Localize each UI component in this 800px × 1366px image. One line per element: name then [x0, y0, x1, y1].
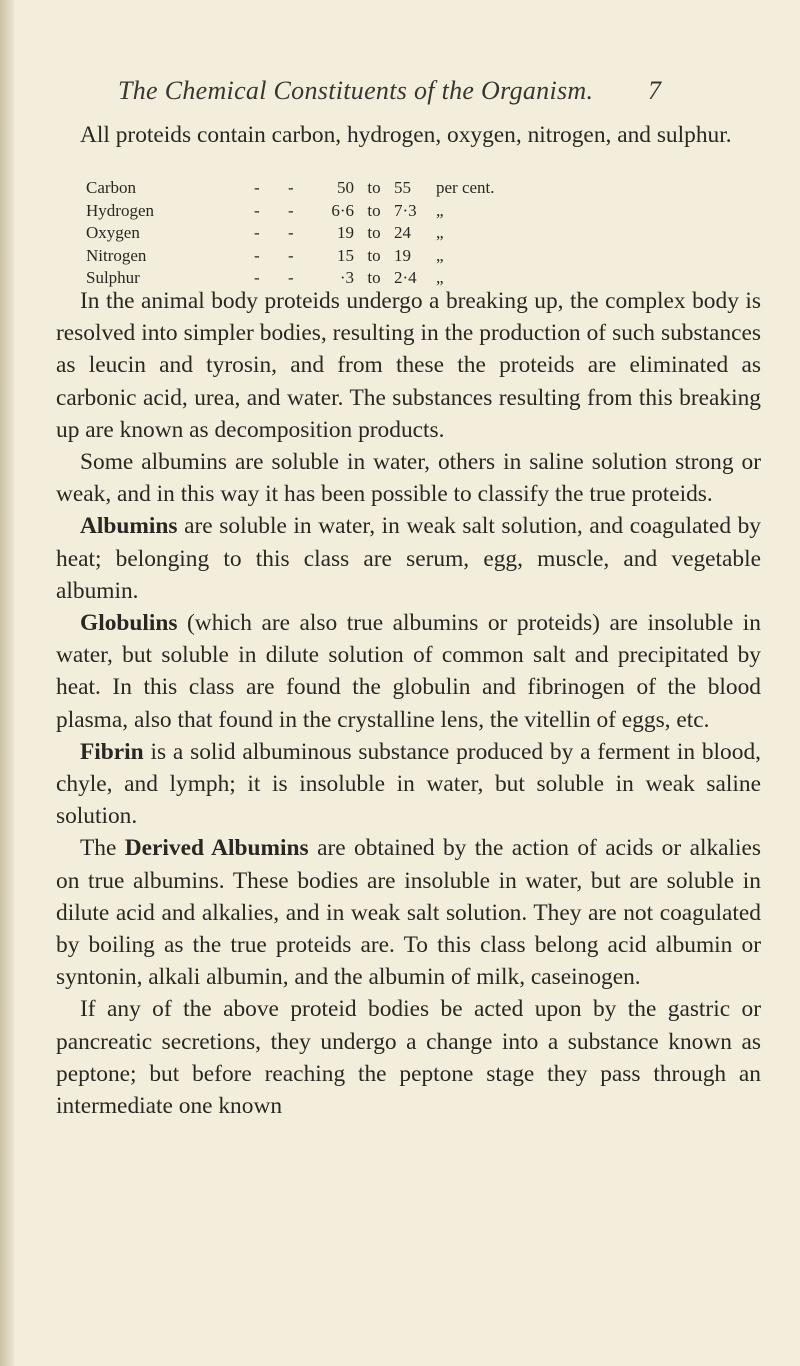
globulins-text: (which are also true albumins or proteids) are insoluble in water, but soluble in dilute solution of common salt and precipitated by heat. In this class are found the globulin and fibrinogen of the blood plasma, also that found in the crystalline lens, the vitellin of eggs, etc. — [56, 610, 761, 733]
range-high: 24 — [394, 223, 411, 243]
range-unit: „ — [436, 245, 444, 265]
leader-dash: - — [254, 268, 260, 288]
element-name: Nitrogen — [86, 245, 147, 265]
paragraph-peptone: If any of the above proteid bodies be acted upon by the gastric or pancreatic secretions, they undergo a change into a substance known as peptone; but before reaching the peptone stage they pass through an intermediate one known — [56, 996, 761, 1120]
table-row — [86, 177, 586, 200]
leader-dash: - — [254, 178, 260, 198]
derived-lead: The — [80, 835, 125, 862]
range-unit: „ — [436, 268, 444, 288]
term-derived-albumins: Derived Albumins — [124, 835, 309, 862]
paragraph-albumins — [56, 510, 761, 607]
term-fibrin: Fibrin — [80, 738, 144, 765]
range-high: 55 — [394, 178, 411, 198]
table-row — [86, 222, 586, 245]
leader-dash: - — [288, 200, 294, 220]
paragraph-globulins — [56, 607, 761, 736]
leader-dash: - — [254, 200, 260, 220]
leader-dash: - — [288, 223, 294, 243]
range-unit: „ — [436, 223, 444, 243]
fibrin-text: is a solid albuminous substance produced by a ferment in blood, chyle, and lymph; it is insoluble in water, but soluble in weak saline solution. — [56, 738, 761, 830]
paragraph-derived-albumins — [56, 832, 761, 993]
running-head: The Chemical Constituents of the Organism. — [118, 76, 594, 105]
leader-dash: - — [288, 178, 294, 198]
range-low: 6·6 — [331, 200, 354, 220]
range-high: 2·4 — [394, 268, 417, 288]
element-name: Oxygen — [86, 223, 140, 243]
range-unit: „ — [436, 200, 444, 220]
range-low: ·3 — [339, 268, 354, 288]
table-row — [86, 200, 586, 223]
albumins-text: are soluble in water, in weak salt solution, and coagulated by heat; belonging to this class are serum, egg, muscle, and vegetable albumin. — [56, 513, 761, 604]
range-to: to — [367, 245, 381, 265]
range-to: to — [367, 178, 381, 198]
range-high: 19 — [394, 245, 411, 265]
term-albumins: Albumins — [80, 513, 178, 540]
element-name: Carbon — [86, 178, 137, 198]
paragraph-classification: Some albumins are soluble in water, others in saline solution strong or weak, and in this way it has been possible to classify the true proteids. — [56, 449, 761, 508]
paragraph-decomposition: In the animal body proteids undergo a breaking up, the complex body is resolved into simpler bodies, resulting in the production of such substances as leucin and tyrosin, and from these the proteids are eliminated as carbonic acid, urea, and water. The substances resulting from this breaking up are known as decomposition products. — [56, 288, 761, 443]
range-high: 7·3 — [394, 200, 417, 220]
element-name: Hydrogen — [86, 200, 154, 220]
range-unit: per cent. — [436, 178, 495, 198]
leader-dash: - — [288, 245, 294, 265]
composition-table — [86, 177, 586, 290]
table-row — [86, 245, 586, 268]
range-low: 15 — [337, 245, 354, 265]
leader-dash: - — [254, 223, 260, 243]
range-low: 19 — [337, 223, 354, 243]
range-to: to — [367, 223, 381, 243]
paragraph-fibrin — [56, 736, 761, 833]
page-number: 7 — [648, 76, 661, 105]
leader-dash: - — [254, 245, 260, 265]
range-low: 50 — [337, 178, 354, 198]
term-globulins: Globulins — [80, 610, 178, 637]
leader-dash: - — [288, 268, 294, 288]
range-to: to — [367, 268, 381, 288]
main-text — [56, 285, 761, 1122]
element-name: Sulphur — [86, 268, 140, 288]
intro-text: All proteids contain carbon, hydrogen, oxygen, nitrogen, and sulphur. — [80, 122, 732, 148]
range-to: to — [367, 200, 381, 220]
intro-paragraph — [56, 119, 761, 151]
derived-albumins-text: are obtained by the action of acids or alkalies on true albumins. These bodies are insoluble in water, but are soluble in dilute acid and alkalies, and in weak salt solution. They are not coagulated by boiling as the true proteids are. To this class belong acid albumin or syntonin, alkali albumin, and the albumin of milk, caseinogen. — [56, 835, 762, 991]
